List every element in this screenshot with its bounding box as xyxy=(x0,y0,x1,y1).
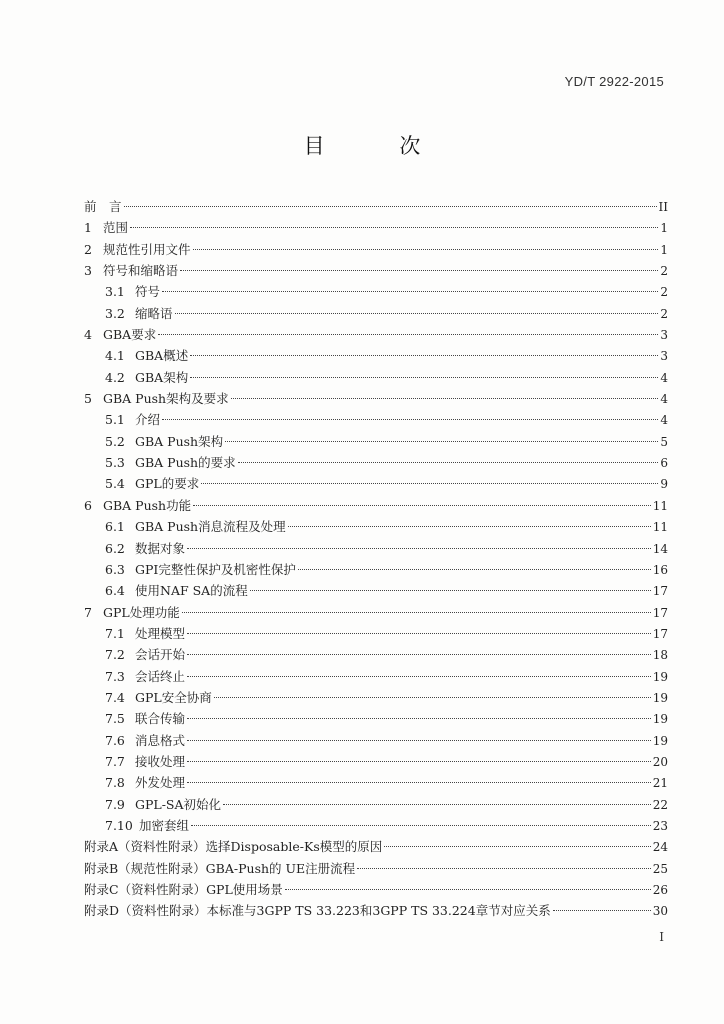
toc-entry-number: 5.1 xyxy=(105,412,125,428)
toc-entry-label: GPL安全协商 xyxy=(135,689,212,705)
toc-entry-label: 外发处理 xyxy=(135,775,186,791)
dot-leader xyxy=(162,291,658,292)
toc-entry[interactable] xyxy=(84,666,668,687)
toc-entry-page: 14 xyxy=(652,541,668,556)
toc-entry[interactable] xyxy=(84,388,668,409)
page-title: 目 次 xyxy=(303,134,455,158)
toc-entry-label: GPI完整性保护及机密性保护 xyxy=(135,561,296,577)
toc-entry[interactable] xyxy=(84,516,668,537)
toc-entry-number: 7.10 xyxy=(105,817,133,833)
toc-entry-number: 4.2 xyxy=(105,369,125,385)
toc-entry-label: 缩略语 xyxy=(135,305,173,321)
toc-entry-number: 4.1 xyxy=(105,348,125,364)
toc-entry[interactable] xyxy=(84,708,668,729)
toc-entry-number: 6.1 xyxy=(105,519,125,535)
toc-entry-page: 30 xyxy=(652,904,668,919)
dot-leader xyxy=(214,697,651,698)
toc-entry-number: 7.4 xyxy=(105,689,125,705)
dot-leader xyxy=(187,740,651,741)
toc-entry-label: 附录D（资料性附录）本标准与3GPP TS 33.223和3GPP TS 33.224章节对应关系 xyxy=(84,903,551,919)
toc-entry-page: 9 xyxy=(660,477,668,492)
toc-entry[interactable] xyxy=(84,473,668,494)
toc-entry-page: 17 xyxy=(652,626,668,641)
dot-leader xyxy=(190,377,658,378)
toc-entry-label: 附录C（资料性附录）GPL使用场景 xyxy=(84,882,283,897)
dot-leader xyxy=(285,889,651,890)
toc-entry-page: 4 xyxy=(660,392,668,407)
toc-entry-number: 6.4 xyxy=(105,583,125,599)
toc-entry[interactable] xyxy=(84,602,668,623)
toc-entry[interactable] xyxy=(84,345,668,366)
toc-entry[interactable] xyxy=(84,772,668,793)
toc-entry-label: GPL处理功能 xyxy=(103,604,180,620)
toc-entry[interactable] xyxy=(84,815,668,836)
toc-entry-page: 16 xyxy=(652,562,668,577)
toc-entry-number: 7.1 xyxy=(105,625,125,641)
toc-entry[interactable] xyxy=(84,836,668,857)
toc-entry-page: 11 xyxy=(652,498,668,513)
toc-entry[interactable] xyxy=(84,730,668,751)
toc-entry-page: 21 xyxy=(652,776,668,791)
dot-leader xyxy=(187,676,651,677)
toc-entry[interactable] xyxy=(84,495,668,516)
toc-entry-number: 7.6 xyxy=(105,732,125,748)
toc-entry-page: 5 xyxy=(660,434,668,449)
toc-entry-label: 联合传输 xyxy=(135,711,186,727)
page-number: I xyxy=(659,930,664,944)
toc-entry-label: GPL-SA初始化 xyxy=(135,796,222,812)
toc-entry-page: 17 xyxy=(652,584,668,599)
dot-leader xyxy=(180,270,658,271)
dot-leader xyxy=(193,505,651,506)
toc-entry-label: 接收处理 xyxy=(135,753,186,769)
dot-leader xyxy=(190,355,658,356)
toc-entry[interactable] xyxy=(84,431,668,452)
toc-entry-number: 7.9 xyxy=(105,796,125,812)
toc-entry[interactable] xyxy=(84,580,668,601)
toc-entry-page: 1 xyxy=(660,221,668,236)
toc-entry-label: 附录A（资料性附录）选择Disposable-Ks模型的原因 xyxy=(84,839,383,855)
toc-entry-label: 规范性引用文件 xyxy=(103,241,191,257)
toc-entry[interactable] xyxy=(84,367,668,388)
toc-entry-number: 3.1 xyxy=(105,284,125,300)
toc-entry-number: 3 xyxy=(84,263,92,279)
dot-leader xyxy=(187,761,651,762)
dot-leader xyxy=(162,419,658,420)
toc-entry-label: 消息格式 xyxy=(135,732,186,748)
toc-entry-label: 符号 xyxy=(135,284,161,300)
toc-entry[interactable] xyxy=(84,538,668,559)
toc-entry-page: 18 xyxy=(652,648,668,663)
toc-entry[interactable] xyxy=(84,559,668,580)
toc-entry-page: 4 xyxy=(660,370,668,385)
toc-entry-label: 使用NAF SA的流程 xyxy=(135,583,248,599)
toc-entry-label: 处理模型 xyxy=(135,625,186,641)
toc-entry[interactable] xyxy=(84,281,668,302)
toc-entry-page: 4 xyxy=(660,413,668,428)
toc-entry-number: 7.2 xyxy=(105,647,125,663)
toc-entry-number: 6.2 xyxy=(105,540,125,556)
toc-entry-number: 7 xyxy=(84,604,92,620)
toc-entry-page: 25 xyxy=(652,861,668,876)
dot-leader xyxy=(193,249,658,250)
dot-leader xyxy=(187,718,651,719)
dot-leader xyxy=(130,227,658,228)
toc-entry-label: 会话开始 xyxy=(135,647,186,663)
toc-entry-page: 11 xyxy=(652,520,668,535)
toc-entry-number: 6 xyxy=(84,497,92,513)
toc-entry-label: 符号和缩略语 xyxy=(103,263,179,279)
toc-entry-page: II xyxy=(658,200,668,214)
toc-entry-number: 7.8 xyxy=(105,775,125,791)
toc-entry-number: 1 xyxy=(84,220,92,236)
toc-entry-label: GBA Push架构 xyxy=(135,433,224,449)
toc-entry[interactable] xyxy=(84,858,668,879)
dot-leader xyxy=(288,526,651,527)
toc-entry-page: 3 xyxy=(660,328,668,343)
toc-entry-label: 数据对象 xyxy=(135,540,186,556)
toc-entry-label: 范围 xyxy=(103,220,129,236)
toc-entry-label: 加密套组 xyxy=(139,817,190,833)
toc-entry-number: 2 xyxy=(84,241,92,257)
toc-entry-label: GBA架构 xyxy=(135,369,189,385)
toc-entry-page: 22 xyxy=(652,797,668,812)
toc-entry-number: 5.4 xyxy=(105,476,125,492)
toc-entry-number: 7.3 xyxy=(105,668,125,684)
toc-entry-number: 7.7 xyxy=(105,753,125,769)
toc-entry-label: GBA要求 xyxy=(103,327,157,343)
dot-leader xyxy=(201,483,658,484)
toc-entry-label: 前 言 xyxy=(84,199,122,214)
dot-leader xyxy=(384,846,650,847)
toc-entry-number: 5.3 xyxy=(105,455,125,471)
standard-number: YD/T 2922-2015 xyxy=(564,74,664,89)
toc-entry[interactable] xyxy=(84,794,668,815)
dot-leader xyxy=(231,398,658,399)
dot-leader xyxy=(158,334,658,335)
dot-leader xyxy=(187,782,651,783)
toc-entry[interactable] xyxy=(84,196,668,217)
toc-entry-label: GBA Push的要求 xyxy=(135,455,236,471)
toc-entry-page: 6 xyxy=(660,456,668,471)
toc-entry[interactable] xyxy=(84,217,668,238)
toc-entry[interactable] xyxy=(84,324,668,345)
toc-entry-label: GBA概述 xyxy=(135,348,189,364)
toc-entry[interactable] xyxy=(84,239,668,260)
toc-entry[interactable] xyxy=(84,900,668,921)
toc-entry-label: 会话终止 xyxy=(135,668,186,684)
toc-entry-page: 24 xyxy=(652,840,668,855)
toc-entry-page: 19 xyxy=(652,669,668,684)
toc-entry[interactable] xyxy=(84,687,668,708)
toc-entry-label: GBA Push架构及要求 xyxy=(103,391,229,407)
dot-leader xyxy=(187,548,651,549)
toc-entry-page: 26 xyxy=(652,883,668,897)
toc-entry-page: 3 xyxy=(660,349,668,364)
toc-entry[interactable] xyxy=(84,452,668,473)
toc-entry-label: GBA Push消息流程及处理 xyxy=(135,519,286,535)
toc-entry-label: 介绍 xyxy=(135,412,161,428)
dot-leader xyxy=(124,206,657,207)
toc-entry[interactable] xyxy=(84,623,668,644)
dot-leader xyxy=(187,633,651,634)
toc-entry[interactable] xyxy=(84,644,668,665)
toc-entry-label: GBA Push功能 xyxy=(103,497,192,513)
toc-entry-page: 17 xyxy=(652,605,668,620)
toc-entry-number: 4 xyxy=(84,327,92,343)
toc-entry-page: 1 xyxy=(660,242,668,257)
toc-entry[interactable] xyxy=(84,409,668,430)
dot-leader xyxy=(357,868,651,869)
dot-leader xyxy=(553,910,651,911)
dot-leader xyxy=(223,804,651,805)
toc-entry-page: 20 xyxy=(652,754,668,769)
dot-leader xyxy=(175,313,658,314)
toc-entry-page: 19 xyxy=(652,690,668,705)
toc-entry-number: 5.2 xyxy=(105,433,125,449)
toc-entry-number: 3.2 xyxy=(105,305,125,321)
dot-leader xyxy=(182,612,651,613)
toc-entry-number: 5 xyxy=(84,391,92,407)
dot-leader xyxy=(187,654,651,655)
dot-leader xyxy=(238,462,658,463)
toc-entry-page: 2 xyxy=(660,285,668,300)
toc-entry-page: 2 xyxy=(660,264,668,279)
toc-entry-page: 19 xyxy=(652,733,668,748)
toc-entry-page: 19 xyxy=(652,712,668,727)
toc-entry-label: 附录B（规范性附录）GBA-Push的 UE注册流程 xyxy=(84,860,356,876)
dot-leader xyxy=(298,569,651,570)
toc-entry-label: GPL的要求 xyxy=(135,476,200,492)
toc-entry-page: 23 xyxy=(652,818,668,833)
toc-entry[interactable] xyxy=(84,260,668,281)
toc-entry[interactable] xyxy=(84,303,668,324)
dot-leader xyxy=(191,825,651,826)
dot-leader xyxy=(225,441,658,442)
toc-entry[interactable] xyxy=(84,751,668,772)
dot-leader xyxy=(250,590,651,591)
toc-entry-number: 7.5 xyxy=(105,711,125,727)
toc-entry-page: 2 xyxy=(660,306,668,321)
toc-entry[interactable] xyxy=(84,879,668,900)
table-of-contents xyxy=(84,196,668,922)
toc-entry-number: 6.3 xyxy=(105,561,125,577)
